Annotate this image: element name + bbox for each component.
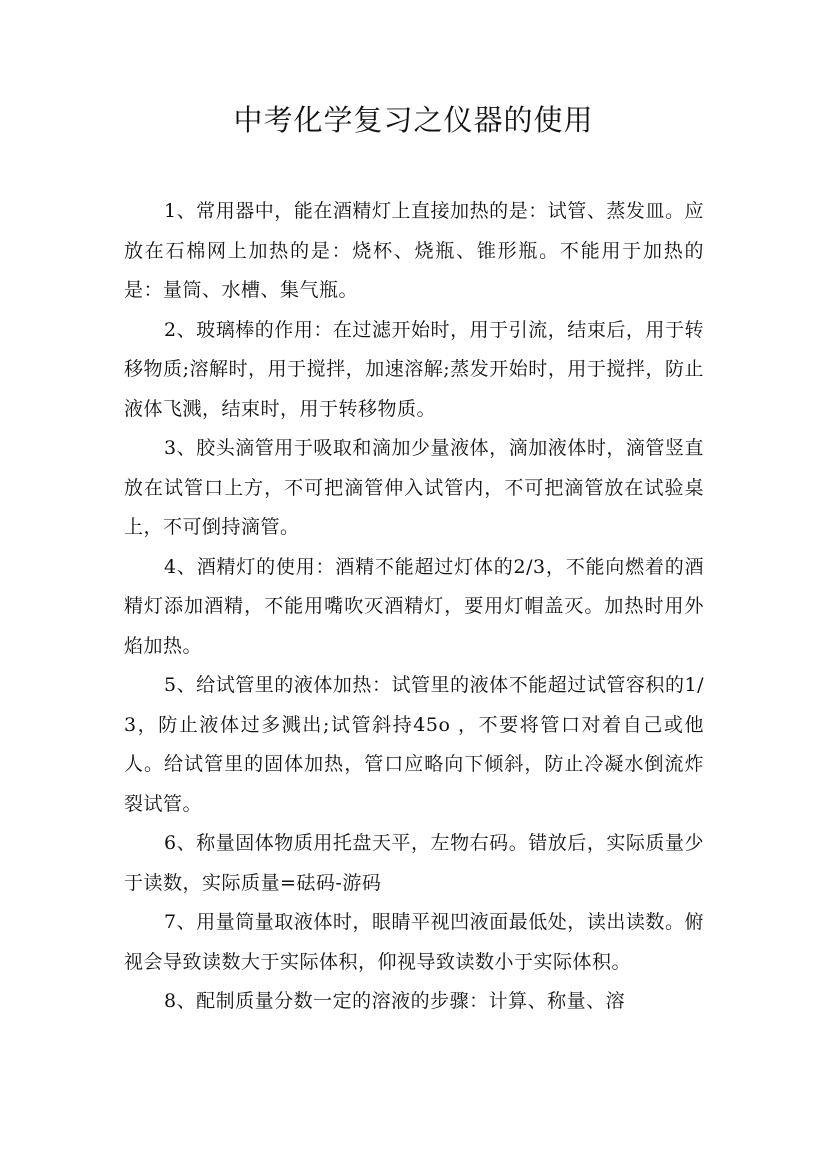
paragraph-8: 8、配制质量分数一定的溶液的步骤：计算、称量、溶 bbox=[164, 990, 626, 1012]
document-body bbox=[124, 192, 704, 1022]
paragraph-5: 5、给试管里的液体加热：试管里的液体不能超过试管容积的1/3，防止液体过多溅出;试管斜持45o ，不要将管口对着自己或他人。给试管里的固体加热，管口应略向下倾斜，防止冷凝水倒流炸裂试管。 bbox=[124, 674, 704, 815]
paragraph-4: 4、酒精灯的使用：酒精不能超过灯体的2/3，不能向燃着的酒精灯添加酒精，不能用嘴吹灭酒精灯，要用灯帽盖灭。加热时用外焰加热。 bbox=[124, 555, 704, 657]
paragraph-3: 3、胶头滴管用于吸取和滴加少量液体，滴加液体时，滴管竖直放在试管口上方，不可把滴管伸入试管内，不可把滴管放在试验桌上，不可倒持滴管。 bbox=[124, 437, 704, 538]
document-title: 中考化学复习之仪器的使用 bbox=[233, 103, 594, 137]
paragraph-6: 6、称量固体物质用托盘天平，左物右码。错放后，实际质量少于读数，实际质量=砝码-游码 bbox=[124, 832, 704, 894]
paragraph-7: 7、用量筒量取液体时，眼睛平视凹液面最低处，读出读数。俯视会导致读数大于实际体积，仰视导致读数小于实际体积。 bbox=[124, 911, 704, 973]
paragraph-1: 1、常用器中，能在酒精灯上直接加热的是：试管、蒸发皿。应放在石棉网上加热的是：烧杯、烧瓶、锥形瓶。不能用于加热的是：量筒、水槽、集气瓶。 bbox=[124, 200, 704, 301]
paragraph-2: 2、玻璃棒的作用：在过滤开始时，用于引流，结束后，用于转移物质;溶解时，用于搅拌，加速溶解;蒸发开始时，用于搅拌，防止液体飞溅，结束时，用于转移物质。 bbox=[124, 318, 704, 420]
